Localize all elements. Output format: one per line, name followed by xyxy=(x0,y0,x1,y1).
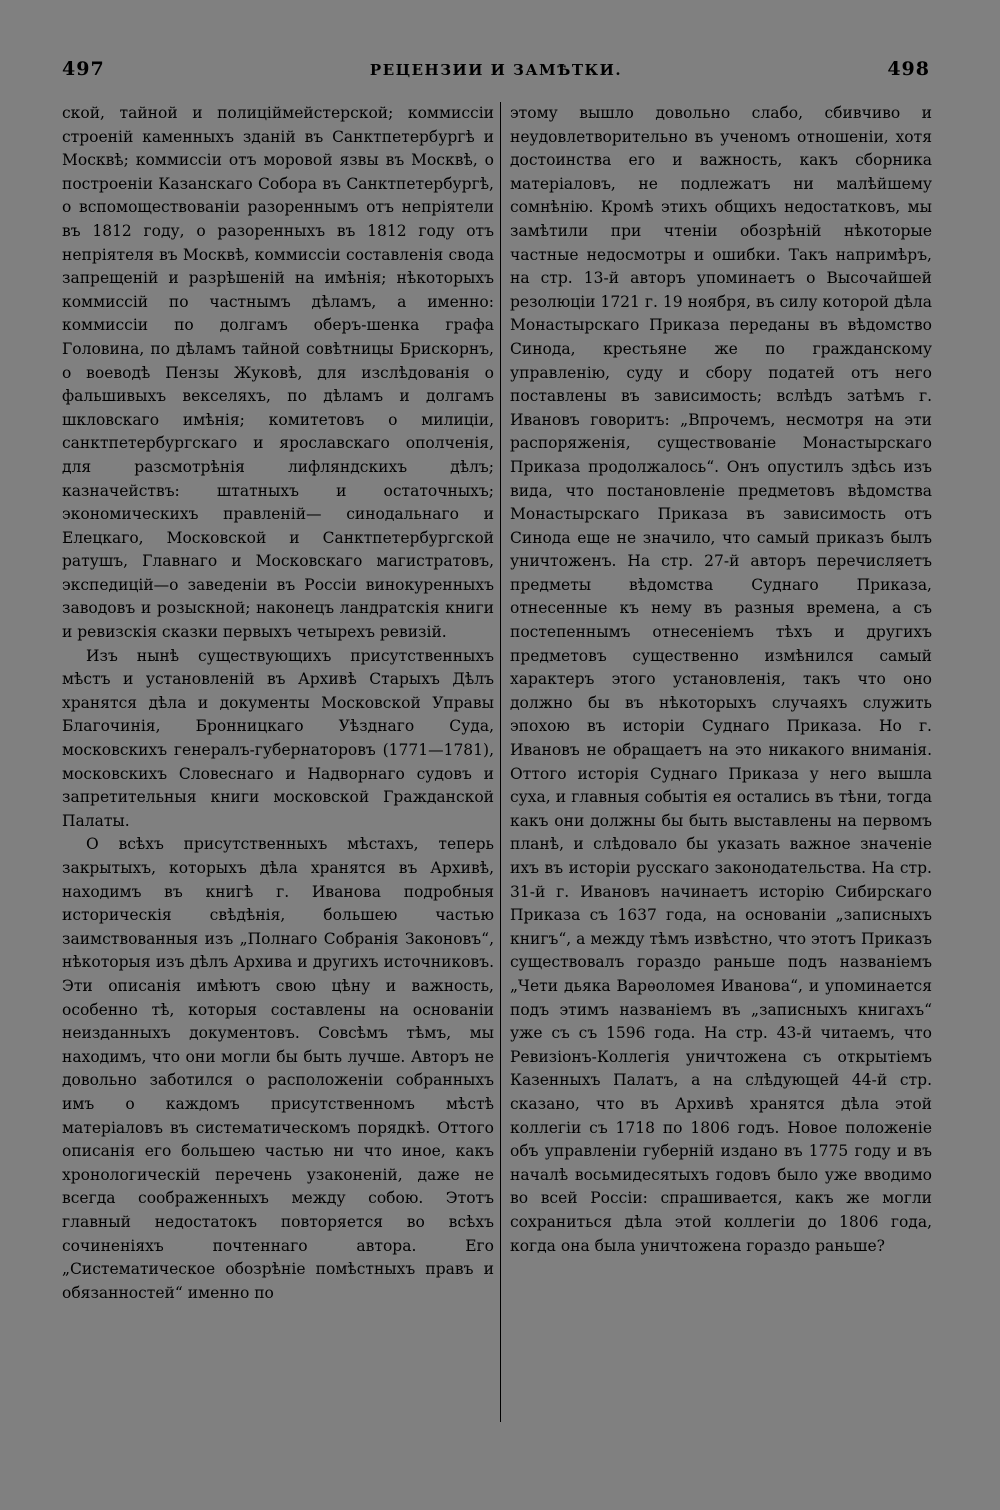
running-title: РЕЦЕНЗИИ И ЗАМѢТКИ. xyxy=(369,61,623,79)
right-paragraph-1: этому вышло довольно слабо, сбивчиво и неудовлетворительно въ ученомъ отношенiи, хотя достоинства его и важность, какъ сборника матерiаловъ, не подлежатъ ни малѣйшему сомнѣнiю. Кромѣ этихъ общихъ недостатковъ, мы замѣтили при чтенiи обозрѣнiй нѣкоторые частные недосмотры и ошибки. Такъ напримѣръ, на стр. 13-й авторъ упоминаетъ о Высочайшей резолюцiи 1721 г. 19 ноября, въ силу которой дѣла Монастырскаго Приказа переданы въ вѣдомство Синода, крестьяне же по гражданскому управленiю, суду и сбору податей отъ него поставлены въ зависимость; вслѣдъ затѣмъ г. Ивановъ говоритъ: „Впрочемъ, несмотря на эти распоряженiя, существованiе Монастырскаго Приказа продолжалось“. Онъ опустилъ здѣсь изъ вида, что постановленiе предметовъ вѣдомства Монастырскаго Приказа въ зависимость отъ Синода еще не значило, что самый приказъ былъ уничтоженъ. На стр. 27-й авторъ перечисляетъ предметы вѣдомства Суднаго Приказа, отнесенные къ нему въ разныя времена, а съ постепеннымъ отнесенiемъ тѣхъ и другихъ предметовъ существенно измѣнился самый характеръ этого установленiя, такъ что оно должно бы въ нѣкоторыхъ случаяхъ служить эпохою въ исторiи Суднаго Приказа. Но г. Ивановъ не обращаетъ на это никакого вниманiя. Оттого исторiя Суднаго Приказа у него вышла суха, и главныя событiя ея остались въ тѣни, тогда какъ они должны бы быть выставлены на первомъ планѣ, и слѣдовало бы указать важное значенiе ихъ въ исторiи русскаго законодательства. На стр. 31-й г. Ивановъ начинаетъ исторiю Сибирскаго Приказа съ 1637 года, на основанiи „записныхъ книгъ“, а между тѣмъ извѣстно, что этотъ Приказъ существовалъ гораздо раньше подъ названiемъ „Чети дьяка Варѳоломея Иванова“, и упоминается подъ этимъ названiемъ въ „записныхъ книгахъ“ уже съ съ 1596 года. На стр. 43-й читаемъ, что Ревизiонъ-Коллегiя уничтожена съ открытiемъ Казенныхъ Палатъ, а на слѣдующей 44-й стр. сказано, что въ Архивѣ хранятся дѣла этой коллегiи съ 1718 по 1806 годъ. Новое положенiе объ управленiи губернiй издано въ 1775 году и въ началѣ восьмидесятыхъ годовъ было уже вводимо во всей Россiи: спрашивается, какъ же могли сохраниться дѣла этой коллегiи до 1806 года, когда она была уничтожена гораздо раньше? xyxy=(510,104,932,1255)
left-paragraph-3: О всѣхъ присутственныхъ мѣстахъ, теперь закрытыхъ, которыхъ дѣла хранятся въ Архивѣ, находимъ въ книгѣ г. Иванова подробныя историческiя свѣдѣнiя, большею частью заимствованныя изъ „Полнаго Собранiя Законовъ“, нѣкоторыя изъ дѣлъ Архива и другихъ источниковъ. Эти описанiя имѣютъ свою цѣну и важность, особенно тѣ, которыя составлены на основанiи неизданныхъ документовъ. Совсѣмъ тѣмъ, мы находимъ, что они могли бы быть лучше. Авторъ не довольно заботился о расположенiи собранныхъ имъ о каждомъ присутственномъ мѣстѣ матерiаловъ въ систематическомъ порядкѣ. Оттого описанiя его большею частью ни что иное, какъ хронологическiй перечень узаконенiй, даже не всегда соображенныхъ между собою. Этотъ главный недостатокъ повторяется во всѣхъ сочиненiяхъ почтеннаго автора. Его „Систематическое обозрѣнiе помѣстныхъ правъ и обязанностей“ именно по xyxy=(62,835,494,1302)
page-number-left: 497 xyxy=(62,58,105,80)
page-header xyxy=(62,58,930,84)
left-paragraph-2: Изъ нынѣ существующихъ присутственныхъ мѣстъ и установленiй въ Архивѣ Старыхъ Дѣлъ хранятся дѣла и документы Московской Управы Благочинiя, Бронницкаго Уѣзднаго Суда, московскихъ генералъ-губернаторовъ (1771—1781), московскихъ Словеснаго и Надворнаго судовъ и запретительныя книги московской Гражданской Палаты. xyxy=(62,646,494,830)
left-column xyxy=(62,102,494,1305)
page-number-right: 498 xyxy=(887,58,930,80)
column-divider xyxy=(500,102,501,1422)
right-column xyxy=(510,102,932,1258)
left-paragraph-1: ской, тайной и полицiймейстерской; коммиссiи строенiй каменныхъ зданiй въ Санктпетербургѣ и Москвѣ; коммиссiи отъ моровой язвы въ Москвѣ, о построенiи Казанскаго Собора въ Санктпетербургѣ, о вспомоществованiи разореннымъ отъ непрiятели въ 1812 году, о разоренныхъ въ 1812 году отъ непрiятеля въ Москвѣ, коммиссiи составленiя свода запрещенiй и разрѣшенiй на имѣнiя; нѣкоторыхъ коммиссiй по частнымъ дѣламъ, а именно: коммиссiи по долгамъ оберъ-шенка графа Головина, по дѣламъ тайной совѣтницы Брискорнъ, о воеводѣ Пензы Жуковѣ, для изслѣдованiя о фальшивыхъ векселяхъ, по дѣламъ и долгамъ шкловскаго имѣнiя; комитетовъ о милицiи, санктпетербургскаго и ярославскаго ополченiя, для разсмотрѣнiя лифляндскихъ дѣлъ; казначействъ: штатныхъ и остаточныхъ; экономическихъ правленiй— синодальнаго и Елецкаго, Московской и Санктпетербургской ратушъ, Главнаго и Московскаго магистратовъ, экспедицiй—о заведенiи въ Россiи винокуренныхъ заводовъ и розыскной; наконецъ ландратскiя книги и ревизскiя сказки первыхъ четырехъ ревизiй. xyxy=(62,104,494,642)
